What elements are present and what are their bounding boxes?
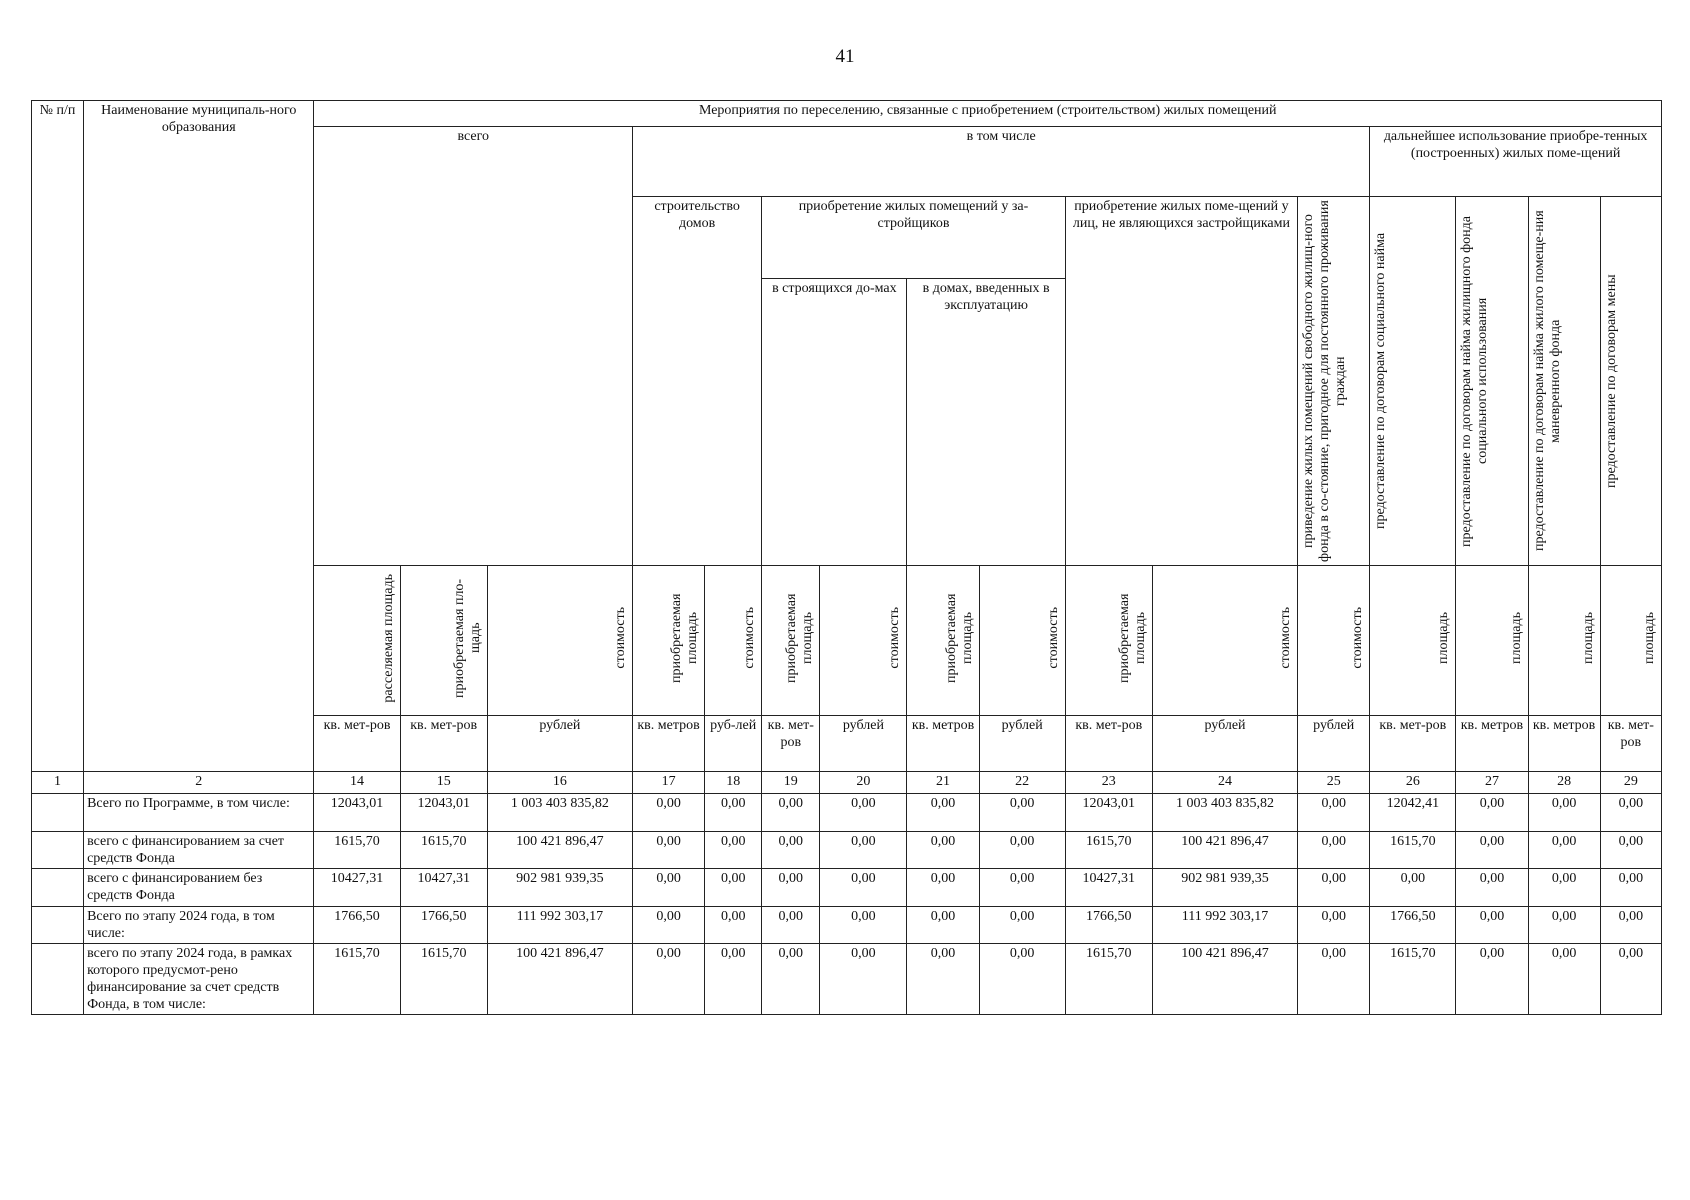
table-cell: 0,00 xyxy=(1370,869,1456,907)
header-naim-manevr: предоставление по договорам найма жилого помеще-ния маневренного фонда xyxy=(1528,197,1600,566)
table-cell: 0,00 xyxy=(907,907,979,944)
table-cell: 0,00 xyxy=(762,907,820,944)
header-v-domakh: в домах, введенных в эксплуатацию xyxy=(907,278,1065,565)
row-number xyxy=(32,869,84,907)
table-cell: 0,00 xyxy=(762,944,820,1015)
sub-c26: площадь xyxy=(1370,566,1456,716)
table-cell: 1766,50 xyxy=(1065,907,1152,944)
table-cell: 0,00 xyxy=(633,794,705,832)
column-number: 25 xyxy=(1298,772,1370,794)
table-cell: 0,00 xyxy=(820,869,907,907)
sub-c29: площадь xyxy=(1600,566,1661,716)
table-cell: 0,00 xyxy=(1600,869,1661,907)
table-row xyxy=(32,794,1662,832)
table-cell: 0,00 xyxy=(1600,794,1661,832)
table-cell: 12043,01 xyxy=(314,794,400,832)
unit-c20: рублей xyxy=(820,716,907,772)
table-cell: 0,00 xyxy=(705,907,762,944)
table-cell: 0,00 xyxy=(1298,907,1370,944)
table-cell: 0,00 xyxy=(1298,869,1370,907)
table-cell: 0,00 xyxy=(907,832,979,869)
table-cell: 0,00 xyxy=(705,869,762,907)
header-priobr-zastr: приобретение жилых помещений у за-стройщиков xyxy=(762,197,1066,279)
table-cell: 12042,41 xyxy=(1370,794,1456,832)
sub-c27: площадь xyxy=(1456,566,1528,716)
sub-c20: стоимость xyxy=(820,566,907,716)
table-cell: 12043,01 xyxy=(400,794,487,832)
table-cell: 1766,50 xyxy=(400,907,487,944)
unit-c26: кв. мет-ров xyxy=(1370,716,1456,772)
table-cell: 0,00 xyxy=(1456,907,1528,944)
table-cell: 1615,70 xyxy=(400,944,487,1015)
column-number: 21 xyxy=(907,772,979,794)
sub-c22: стоимость xyxy=(979,566,1065,716)
header-v-tom-chisle: в том числе xyxy=(633,127,1370,197)
unit-c23: кв. мет-ров xyxy=(1065,716,1152,772)
column-number: 23 xyxy=(1065,772,1152,794)
table-cell: 0,00 xyxy=(1528,869,1600,907)
table-cell: 0,00 xyxy=(1528,907,1600,944)
table-cell: 1 003 403 835,82 xyxy=(1152,794,1297,832)
table-cell: 0,00 xyxy=(979,907,1065,944)
table-cell: 1615,70 xyxy=(314,944,400,1015)
table-cell: 0,00 xyxy=(762,794,820,832)
table-cell: 0,00 xyxy=(1600,944,1661,1015)
column-number-row xyxy=(32,772,1662,794)
table-cell: 0,00 xyxy=(820,944,907,1015)
unit-c29: кв. мет-ров xyxy=(1600,716,1661,772)
table-cell: 0,00 xyxy=(907,944,979,1015)
header-name: Наименование муниципаль-ного образования xyxy=(84,101,314,772)
header-priobr-ne-zastr: приобретение жилых поме-щений у лиц, не являющихся застройщиками xyxy=(1065,197,1297,566)
table-row xyxy=(32,832,1662,869)
header-privedenie: приведение жилых помещений свободного жилищ-ного фонда в со-стояние, пригодное для постоянного проживания граждан xyxy=(1298,197,1370,566)
table-cell: 0,00 xyxy=(1600,832,1661,869)
unit-c18: руб-лей xyxy=(705,716,762,772)
table-cell: 0,00 xyxy=(1456,832,1528,869)
table-cell: 0,00 xyxy=(705,832,762,869)
unit-c22: рублей xyxy=(979,716,1065,772)
sub-c28: площадь xyxy=(1528,566,1600,716)
unit-c28: кв. метров xyxy=(1528,716,1600,772)
unit-c25: рублей xyxy=(1298,716,1370,772)
table-cell: 10427,31 xyxy=(400,869,487,907)
table-cell: 1615,70 xyxy=(1370,832,1456,869)
table-cell: 1615,70 xyxy=(1065,944,1152,1015)
table-cell: 902 981 939,35 xyxy=(487,869,632,907)
table-cell: 0,00 xyxy=(907,869,979,907)
column-number: 22 xyxy=(979,772,1065,794)
table-cell: 10427,31 xyxy=(1065,869,1152,907)
row-number xyxy=(32,794,84,832)
table-cell: 0,00 xyxy=(1298,832,1370,869)
table-cell: 100 421 896,47 xyxy=(1152,832,1297,869)
table-row xyxy=(32,907,1662,944)
table-cell: 0,00 xyxy=(979,832,1065,869)
table-cell: 100 421 896,47 xyxy=(487,832,632,869)
unit-c21: кв. метров xyxy=(907,716,979,772)
table-cell: 0,00 xyxy=(762,832,820,869)
table-cell: 0,00 xyxy=(1456,869,1528,907)
table-cell: 100 421 896,47 xyxy=(487,944,632,1015)
resettlement-table xyxy=(31,100,1662,1015)
column-number: 18 xyxy=(705,772,762,794)
row-label: всего по этапу 2024 года, в рамках которого предусмот-рено финансирование за счет средств Фонда, в том числе: xyxy=(84,944,314,1015)
row-number xyxy=(32,832,84,869)
row-label: Всего по этапу 2024 года, в том числе: xyxy=(84,907,314,944)
table-cell: 0,00 xyxy=(633,944,705,1015)
table-cell: 0,00 xyxy=(820,794,907,832)
sub-c24: стоимость xyxy=(1152,566,1297,716)
table-cell: 1766,50 xyxy=(1370,907,1456,944)
column-number: 14 xyxy=(314,772,400,794)
row-number xyxy=(32,944,84,1015)
table-cell: 0,00 xyxy=(705,944,762,1015)
unit-c27: кв. метров xyxy=(1456,716,1528,772)
column-number: 28 xyxy=(1528,772,1600,794)
row-label: всего с финансированием без средств Фонда xyxy=(84,869,314,907)
page-number: 41 xyxy=(835,46,855,67)
table-cell: 1766,50 xyxy=(314,907,400,944)
unit-c14: кв. мет-ров xyxy=(314,716,400,772)
column-number: 26 xyxy=(1370,772,1456,794)
table-cell: 12043,01 xyxy=(1065,794,1152,832)
header-num: № п/п xyxy=(32,101,84,772)
table-cell: 0,00 xyxy=(633,869,705,907)
table-cell: 0,00 xyxy=(633,907,705,944)
sub-c23: приобретаемая площадь xyxy=(1065,566,1152,716)
sub-c16: стоимость xyxy=(487,566,632,716)
header-mena: предоставление по договорам мены xyxy=(1600,197,1661,566)
column-number: 17 xyxy=(633,772,705,794)
row-number xyxy=(32,907,84,944)
header-vsego: всего xyxy=(314,127,633,566)
unit-c16: рублей xyxy=(487,716,632,772)
header-v-stroyashchikhsya: в строящихся до-мах xyxy=(762,278,907,565)
table-cell: 0,00 xyxy=(1528,794,1600,832)
sub-c15: приобретаемая пло-щадь xyxy=(400,566,487,716)
table-cell: 0,00 xyxy=(820,832,907,869)
column-number: 1 xyxy=(32,772,84,794)
column-number: 15 xyxy=(400,772,487,794)
header-naim-soc-isp: предоставление по договорам найма жилищного фонда социального использования xyxy=(1456,197,1528,566)
header-soc-naim: предоставление по договорам социального найма xyxy=(1370,197,1456,566)
column-number: 27 xyxy=(1456,772,1528,794)
column-number: 20 xyxy=(820,772,907,794)
column-number: 16 xyxy=(487,772,632,794)
table-cell: 0,00 xyxy=(979,794,1065,832)
table-cell: 1 003 403 835,82 xyxy=(487,794,632,832)
table-cell: 0,00 xyxy=(979,944,1065,1015)
sub-c14: расселяемая площадь xyxy=(314,566,400,716)
table-cell: 0,00 xyxy=(1528,944,1600,1015)
table-cell: 0,00 xyxy=(1456,794,1528,832)
table-cell: 0,00 xyxy=(1456,944,1528,1015)
header-stroitelstvo: строительство домов xyxy=(633,197,762,566)
row-label: всего с финансированием за счет средств Фонда xyxy=(84,832,314,869)
table-cell: 0,00 xyxy=(1298,794,1370,832)
column-number: 2 xyxy=(84,772,314,794)
table-cell: 1615,70 xyxy=(314,832,400,869)
table-cell: 111 992 303,17 xyxy=(1152,907,1297,944)
row-label: Всего по Программе, в том числе: xyxy=(84,794,314,832)
unit-c24: рублей xyxy=(1152,716,1297,772)
table-cell: 10427,31 xyxy=(314,869,400,907)
column-number: 19 xyxy=(762,772,820,794)
table-cell: 1615,70 xyxy=(1370,944,1456,1015)
sub-c25: стоимость xyxy=(1298,566,1370,716)
table-cell: 0,00 xyxy=(1528,832,1600,869)
table-cell: 1615,70 xyxy=(400,832,487,869)
unit-c15: кв. мет-ров xyxy=(400,716,487,772)
table-cell: 0,00 xyxy=(1600,907,1661,944)
header-main: Мероприятия по переселению, связанные с приобретением (строительством) жилых помещений xyxy=(314,101,1662,127)
sub-c21: приобретаемая площадь xyxy=(907,566,979,716)
unit-c19: кв. мет-ров xyxy=(762,716,820,772)
table-cell: 100 421 896,47 xyxy=(1152,944,1297,1015)
column-number: 29 xyxy=(1600,772,1661,794)
table-cell: 111 992 303,17 xyxy=(487,907,632,944)
sub-c18: стоимость xyxy=(705,566,762,716)
table-cell: 0,00 xyxy=(633,832,705,869)
table-cell: 1615,70 xyxy=(1065,832,1152,869)
sub-c19: приобретаемая площадь xyxy=(762,566,820,716)
table-cell: 0,00 xyxy=(762,869,820,907)
header-dalneishee: дальнейшее использование приобре-тенных (построенных) жилых поме-щений xyxy=(1370,127,1662,197)
sub-c17: приобретаемая площадь xyxy=(633,566,705,716)
unit-c17: кв. метров xyxy=(633,716,705,772)
table-cell: 0,00 xyxy=(979,869,1065,907)
table-cell: 902 981 939,35 xyxy=(1152,869,1297,907)
table-cell: 0,00 xyxy=(820,907,907,944)
table-row xyxy=(32,944,1662,1015)
table-cell: 0,00 xyxy=(907,794,979,832)
table-cell: 0,00 xyxy=(705,794,762,832)
table-row xyxy=(32,869,1662,907)
column-number: 24 xyxy=(1152,772,1297,794)
table-cell: 0,00 xyxy=(1298,944,1370,1015)
